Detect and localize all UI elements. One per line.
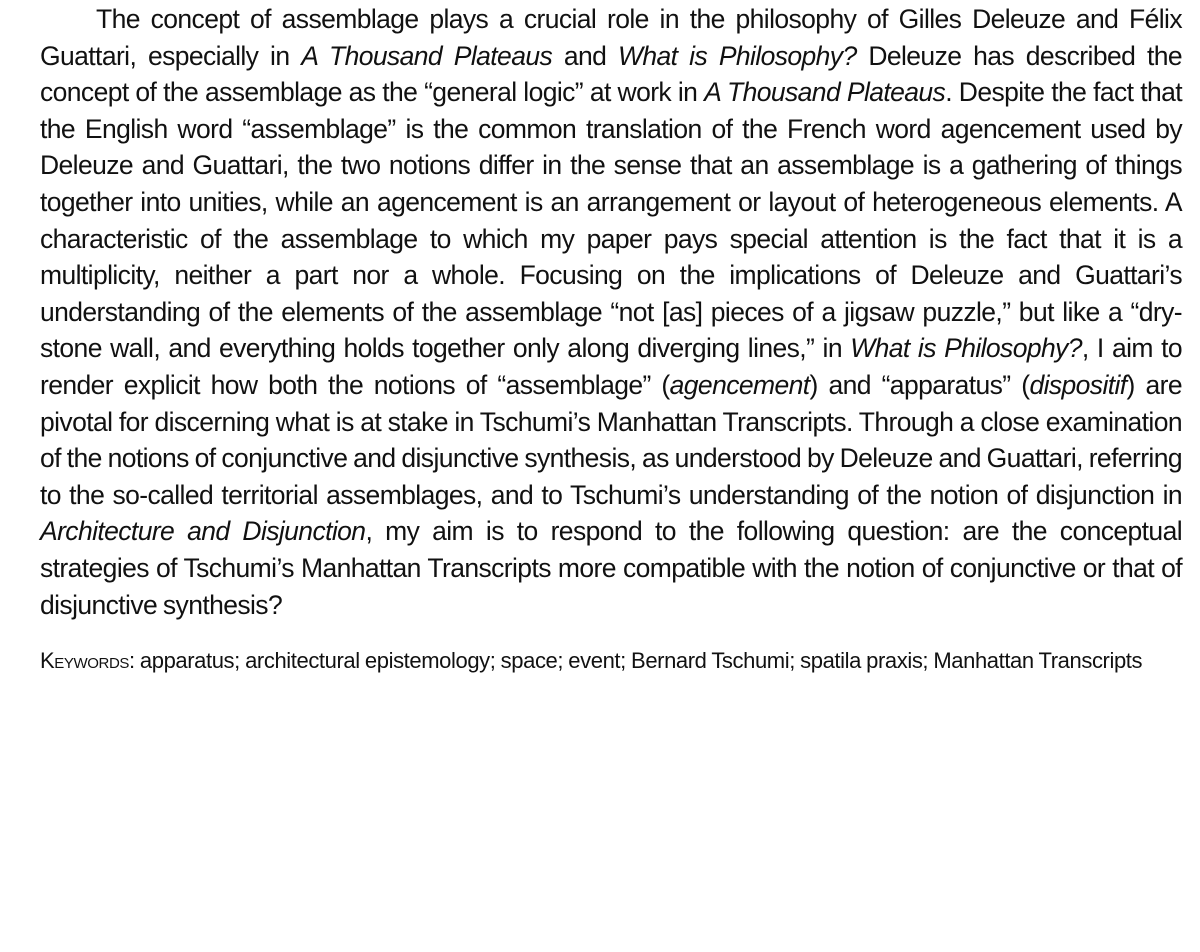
- abstract-text: ) and “apparatus” (: [809, 369, 1030, 400]
- term-italic: dispositif: [1029, 369, 1127, 400]
- abstract-text: , I aim to render explicit how both the notions of “assemblage” (: [40, 333, 1182, 400]
- keywords-line: [40, 645, 1182, 677]
- book-title: Architecture and Disjunction: [40, 516, 366, 547]
- abstract-text: and: [552, 40, 618, 71]
- book-title: What is Philosophy?: [850, 333, 1082, 364]
- abstract-paragraph: [40, 0, 1182, 623]
- term-italic: agencement: [669, 369, 810, 400]
- abstract-text: The concept of assemblage plays a crucial role in the philosophy of Gilles Deleuze and Félix Guattari, especially in: [40, 4, 1182, 71]
- paper-page: [40, 0, 1182, 677]
- abstract-text: ) are pivotal for discerning what is at stake in Tschumi’s Manhattan Transcripts. Through a close examination of the notions of conjunctive and disjunctive synthesis, as understood by Deleuze and Guattari, referring to the so-called territorial assemblages, and to Tschumi’s understanding of the notion of disjunction in: [40, 369, 1182, 510]
- book-title: A Thousand Plateaus: [301, 40, 553, 71]
- abstract-text: . Despite the fact that the English word “assemblage” is the common translation of the French word agencement used by Deleuze and Guattari, the two notions differ in the sense that an assemblage is a gathering of things together into unities, while an agencement is an arrangement or layout of heterogeneous elements. A characteristic of the assemblage to which my paper pays special attention is the fact that it is a multiplicity, neither a part nor a whole. Focusing on the implications of Deleuze and Guattari’s understanding of the elements of the assemblage “not [as] pieces of a jigsaw puzzle,” but like a “dry-stone wall, and everything holds together only along diverging lines,” in: [40, 77, 1182, 364]
- book-title: A Thousand Plateaus: [704, 77, 946, 108]
- keywords-label: Keywords: [40, 648, 129, 674]
- keywords-text: : apparatus; architectural epistemology; space; event; Bernard Tschumi; spatila praxis; Manhattan Transcripts: [128, 648, 1143, 674]
- abstract-text: , my aim is to respond to the following question: are the conceptual strategies of Tschumi’s Manhattan Transcripts more compatible with the notion of conjunctive or that of disjunctive synthesis?: [40, 516, 1182, 620]
- abstract-text: Deleuze has described the concept of the assemblage as the “general logic” at work in: [40, 40, 1182, 108]
- book-title: What is Philosophy?: [617, 40, 857, 71]
